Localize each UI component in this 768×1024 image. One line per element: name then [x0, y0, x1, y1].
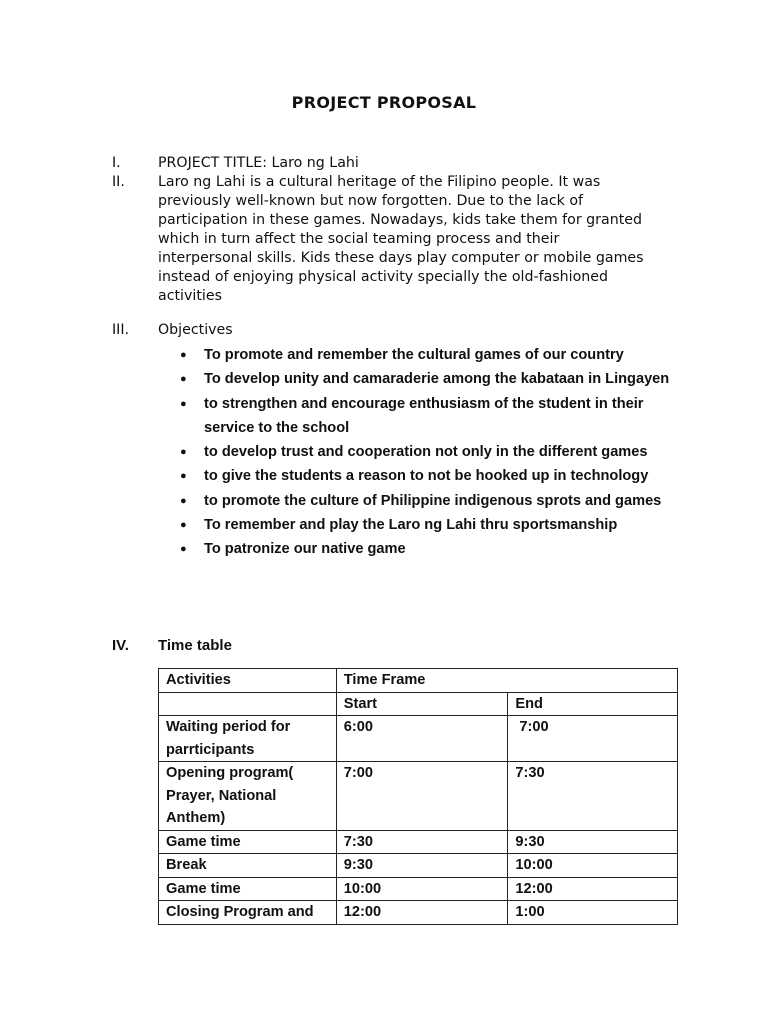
section-numeral: IV. — [112, 637, 129, 654]
table-row — [159, 901, 678, 925]
bullet-icon: ● — [180, 373, 187, 386]
bullet-icon: ● — [180, 519, 187, 532]
bullet-icon: ● — [180, 349, 187, 361]
table-row — [159, 762, 678, 831]
start-cell: 6:00 — [336, 716, 508, 762]
description-paragraph: Laro ng Lahi is a cultural heritage of the Filipino people. It was previously well-known but now forgotten. Due to the lack of participation in these games. Nowadays, kids take them for granted which in turn affect the social teaming process and their interpersonal skills. Kids these days play computer or mobile games instead of enjoying physical activity specially the old-fashioned activities — [158, 174, 644, 304]
table-header-row — [159, 669, 678, 693]
start-cell: 12:00 — [336, 901, 508, 925]
bullet-icon: ● — [180, 470, 187, 483]
header-end: End — [508, 692, 678, 716]
table-subheader-row — [159, 692, 678, 716]
objective-text: To patronize our native game — [204, 541, 406, 558]
end-cell: 1:00 — [508, 901, 678, 925]
objective-text: To develop unity and camaraderie among the kabataan in Lingayen — [204, 371, 670, 388]
empty-cell — [159, 692, 337, 716]
list-item — [176, 343, 696, 367]
page-title: PROJECT PROPOSAL — [291, 93, 477, 112]
start-cell: 7:30 — [336, 830, 508, 854]
list-item — [176, 440, 696, 464]
end-cell: 12:00 — [508, 877, 678, 901]
objective-text: to promote the culture of Philippine indigenous sprots and games — [204, 492, 662, 509]
table-row — [159, 854, 678, 878]
header-activities: Activities — [159, 669, 337, 693]
start-cell: 9:30 — [336, 854, 508, 878]
activity-cell: Opening program( Prayer, National Anthem) — [159, 762, 337, 831]
timetable — [158, 668, 678, 925]
activity-cell: Game time — [159, 830, 337, 854]
project-title-line: PROJECT TITLE: Laro ng Lahi — [158, 155, 359, 171]
table-row — [159, 716, 678, 762]
section-numeral: I. — [112, 155, 121, 171]
bullet-icon: ● — [180, 446, 187, 459]
end-cell: 7:00 — [508, 716, 678, 762]
bullet-icon: ● — [180, 397, 187, 410]
bullet-icon: ● — [180, 494, 187, 507]
header-time-frame: Time Frame — [336, 669, 677, 693]
activity-cell: Closing Program and — [159, 901, 337, 925]
section-numeral: III. — [112, 322, 130, 338]
table-row — [159, 830, 678, 854]
list-item — [176, 489, 696, 513]
list-item — [176, 513, 696, 537]
objective-text: To promote and remember the cultural games of our country — [204, 347, 624, 363]
activity-cell: Break — [159, 854, 337, 878]
timetable-heading: Time table — [158, 637, 232, 654]
end-cell: 7:30 — [508, 762, 678, 831]
list-item — [176, 464, 696, 488]
objective-text: To remember and play the Laro ng Lahi thru sportsmanship — [204, 517, 618, 534]
table-row — [159, 877, 678, 901]
end-cell: 10:00 — [508, 854, 678, 878]
end-cell: 9:30 — [508, 830, 678, 854]
list-item — [176, 392, 696, 441]
bullet-icon: ● — [180, 543, 187, 556]
objectives-list — [176, 343, 696, 562]
section-2 — [112, 173, 648, 306]
header-start: Start — [336, 692, 508, 716]
objective-text: to develop trust and cooperation not only in the different games — [204, 444, 648, 461]
objective-text: to give the students a reason to not be hooked up in technology — [204, 468, 649, 485]
section-3 — [112, 321, 648, 340]
list-item — [176, 537, 696, 561]
list-item — [176, 367, 696, 391]
objective-text: to strengthen and encourage enthusiasm of the student in their service to the school — [204, 395, 644, 436]
start-cell: 10:00 — [336, 877, 508, 901]
activity-cell: Game time — [159, 877, 337, 901]
objectives-heading: Objectives — [158, 322, 233, 338]
start-cell: 7:00 — [336, 762, 508, 831]
section-4 — [112, 636, 648, 655]
section-numeral: II. — [112, 174, 125, 190]
activity-cell: Waiting period for parrticipants — [159, 716, 337, 762]
section-1 — [112, 154, 648, 173]
